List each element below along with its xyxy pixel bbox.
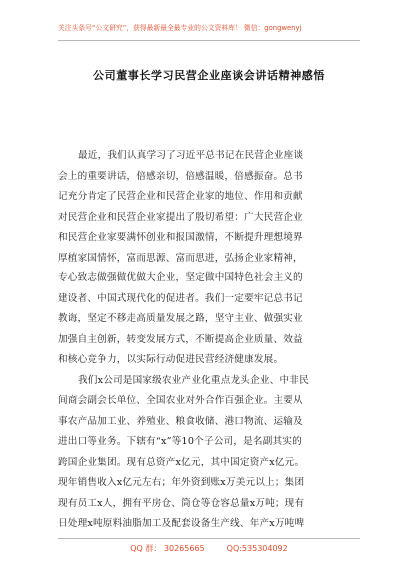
header-divider [58, 40, 360, 41]
paragraph-line: 教诲，坚定不移走高质量发展之路，坚守主业、做强实业 [58, 313, 303, 324]
paragraph-line: 最近，我们认真学习了习近平总书记在民营企业座谈 [78, 150, 304, 161]
document-title: 公司董事长学习民营企业座谈会讲话精神感悟 [93, 69, 325, 82]
paragraph-line: 对民营企业和民营企业家提出了殷切希望：广大民营企业 [58, 211, 303, 223]
paragraph-line: 和核心竞争力，以实际行动促进民营经济健康发展。 [58, 354, 284, 365]
header-note: 关注头条号“公文研究”，获得最新最全最专业的公文资料库！ 微信：gongwenyj [58, 24, 302, 32]
paragraph-line: 厚植家国情怀，富而思源、富而思进，弘扬企业家精神， [58, 252, 303, 264]
paragraph-line: 和民营企业家要满怀创业和报国激情，不断提升理想境界 [58, 232, 303, 243]
paragraph-line: 跨国企业集团。现有总资产x亿元，其中国定资产x亿元。 [58, 456, 305, 468]
paragraph-1-continued [58, 268, 360, 535]
paragraph-line: 间商会副会长单位、全国农业对外合作百强企业。主要从 [58, 395, 303, 406]
paragraph-line: 日处理x吨原料油脂加工及配套设备生产线、年产x万吨啤 [58, 518, 305, 529]
paragraph-line: 会上的重要讲话，倍感亲切，倍感温暖，倍感振奋。总书 [58, 170, 303, 182]
paragraph-line: 加强自主创新，转变发展方式，不断提高企业质量、效益 [58, 333, 303, 345]
paragraph-1 [58, 146, 360, 269]
paragraph-line: 事农产品加工业、养殖业、粮食收储、港口物流、运输及 [58, 415, 303, 427]
footer-contact [58, 543, 360, 554]
footer-divider [58, 538, 360, 539]
paragraph-line: 现有员工x人，拥有平房仓、筒仓等仓容总量x万吨；现有 [58, 497, 305, 509]
paragraph-line: 现年销售收入x亿元左右；年外资到账x万美元以上；集团 [58, 477, 305, 488]
paragraph-line: 专心致志做强做优做大企业，坚定做中国特色社会主义的 [58, 272, 303, 283]
paragraph-line: 建设者、中国式现代化的促进者。我们一定要牢记总书记 [58, 292, 303, 304]
footer-qq-group: QQ 群： 30265665 [130, 544, 205, 553]
paragraph-line: 我们x公司是国家级农业产业化重点龙头企业、中非民 [78, 374, 309, 386]
paragraph-line: 进出口等业务。下辖有“x”等10个子公司，是名副其实的 [58, 436, 302, 447]
footer-qq-number: QQ:535304092 [226, 544, 288, 553]
paragraph-line: 记充分肯定了民营企业和民营企业家的地位、作用和贡献 [58, 191, 303, 202]
